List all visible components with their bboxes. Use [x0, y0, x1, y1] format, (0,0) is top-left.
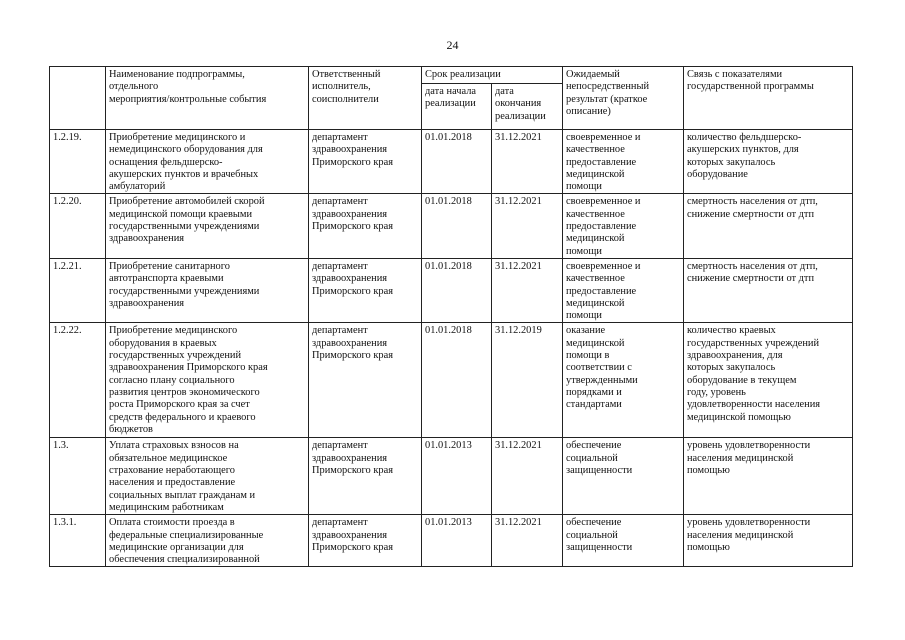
program-table: [49, 66, 853, 567]
row-link: смертность населения от дтп, снижение смертности от дтп: [684, 258, 853, 322]
row-result: обеспечение социальной защищенности: [563, 438, 684, 515]
row-start-date: 01.01.2018: [422, 323, 492, 438]
page-number: 24: [446, 38, 459, 52]
row-link: смертность населения от дтп, снижение смертности от дтп: [684, 194, 853, 258]
row-end-date: 31.12.2019: [492, 323, 563, 438]
row-number: 1.2.22.: [50, 323, 106, 438]
row-end-date: 31.12.2021: [492, 438, 563, 515]
row-start-date: 01.01.2018: [422, 258, 492, 322]
row-executor: департамент здравоохранения Приморского края: [309, 194, 422, 258]
row-executor: департамент здравоохранения Приморского края: [309, 438, 422, 515]
row-number: 1.3.: [50, 438, 106, 515]
row-start-date: 01.01.2013: [422, 438, 492, 515]
table-row: [50, 130, 853, 194]
row-end-date: 31.12.2021: [492, 130, 563, 194]
row-executor: департамент здравоохранения Приморского края: [309, 515, 422, 567]
table-row: [50, 258, 853, 322]
table-row: [50, 323, 853, 438]
row-name: Приобретение санитарного автотранспорта краевыми государственными учреждениями здравоохранения: [106, 258, 309, 322]
header-executor-cell: Ответственный исполнитель, соисполнители: [309, 67, 422, 130]
header-number-cell: [50, 67, 106, 130]
row-start-date: 01.01.2013: [422, 515, 492, 567]
row-number: 1.2.19.: [50, 130, 106, 194]
table-row: [50, 515, 853, 567]
row-link: количество краевых государственных учреждений здравоохранения, для которых закупалось оборудование в текущем году, уровень удовлетворенности населения медицинской помощью: [684, 323, 853, 438]
row-result: своевременное и качественное предоставление медицинской помощи: [563, 258, 684, 322]
row-name: Приобретение медицинского оборудования в краевых государственных учреждений здравоохранения Приморского края согласно плану социального развития центров экономического роста Приморского края за счет средств федерального и краевого бюджетов: [106, 323, 309, 438]
header-name-cell: Наименование подпрограммы, отдельного мероприятия/контрольные события: [106, 67, 309, 130]
table-header-row: [50, 67, 853, 84]
header-end-cell: дата окончания реализации: [492, 84, 563, 130]
row-start-date: 01.01.2018: [422, 130, 492, 194]
header-link-cell: Связь с показателями государственной программы: [684, 67, 853, 130]
row-end-date: 31.12.2021: [492, 194, 563, 258]
row-end-date: 31.12.2021: [492, 258, 563, 322]
row-end-date: 31.12.2021: [492, 515, 563, 567]
row-name: Уплата страховых взносов на обязательное медицинское страхование неработающего населения и предоставление социальных выплат гражданам и медицинским работникам: [106, 438, 309, 515]
row-number: 1.2.20.: [50, 194, 106, 258]
row-number: 1.2.21.: [50, 258, 106, 322]
row-executor: департамент здравоохранения Приморского края: [309, 258, 422, 322]
row-result: обеспечение социальной защищенности: [563, 515, 684, 567]
row-link: количество фельдшерско- акушерских пунктов, для которых закупалось оборудование: [684, 130, 853, 194]
header-period-cell: Срок реализации: [422, 67, 563, 84]
row-link: уровень удовлетворенности населения медицинской помощью: [684, 438, 853, 515]
row-start-date: 01.01.2018: [422, 194, 492, 258]
row-name: Оплата стоимости проезда в федеральные специализированные медицинские организации для обеспечения специализированной: [106, 515, 309, 567]
table-row: [50, 194, 853, 258]
row-name: Приобретение автомобилей скорой медицинской помощи краевыми государственными учреждениями здравоохранения: [106, 194, 309, 258]
row-executor: департамент здравоохранения Приморского края: [309, 323, 422, 438]
header-result-cell: Ожидаемый непосредственный результат (краткое описание): [563, 67, 684, 130]
row-result: своевременное и качественное предоставление медицинской помощи: [563, 130, 684, 194]
row-number: 1.3.1.: [50, 515, 106, 567]
row-executor: департамент здравоохранения Приморского края: [309, 130, 422, 194]
row-name: Приобретение медицинского и немедицинского оборудования для оснащения фельдшерско- акушерских пунктов и врачебных амбулаторий: [106, 130, 309, 194]
row-link: уровень удовлетворенности населения медицинской помощью: [684, 515, 853, 567]
header-start-cell: дата начала реализации: [422, 84, 492, 130]
row-result: оказание медицинской помощи в соответствии с утвержденными порядками и стандартами: [563, 323, 684, 438]
table-row: [50, 438, 853, 515]
row-result: своевременное и качественное предоставление медицинской помощи: [563, 194, 684, 258]
